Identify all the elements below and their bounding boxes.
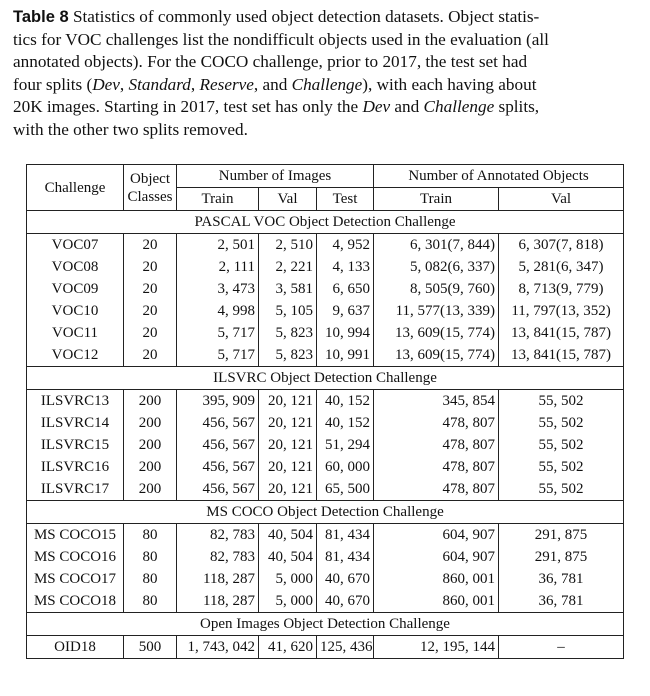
- table-row: [27, 478, 624, 501]
- caption-text: , and: [253, 74, 292, 94]
- train-objects-cell: 860, 001: [374, 568, 499, 590]
- section-title: ILSVRC Object Detection Challenge: [27, 367, 624, 390]
- table-row: [27, 390, 624, 413]
- caption-italic: Standard: [128, 74, 191, 94]
- val-objects-cell: 6, 307(7, 818): [499, 234, 624, 257]
- train-images-cell: 395, 909: [177, 390, 259, 413]
- table-row: [27, 590, 624, 613]
- challenge-cell: VOC07: [27, 234, 124, 257]
- classes-cell: 80: [124, 568, 177, 590]
- classes-cell: 20: [124, 278, 177, 300]
- train-images-cell: 2, 501: [177, 234, 259, 257]
- caption-text: 20K images. Starting in 2017, test set has only the: [13, 97, 363, 117]
- train-objects-cell: 478, 807: [374, 412, 499, 434]
- val-objects-cell: 36, 781: [499, 568, 624, 590]
- caption-text: with the other two splits removed.: [13, 119, 248, 139]
- val-objects-cell: 11, 797(13, 352): [499, 300, 624, 322]
- table-caption: [13, 6, 639, 142]
- test-images-cell: 4, 133: [317, 256, 374, 278]
- train-images-cell: 2, 111: [177, 256, 259, 278]
- train-images-cell: 456, 567: [177, 434, 259, 456]
- val-objects-cell: 13, 841(15, 787): [499, 322, 624, 344]
- val-images-cell: 20, 121: [259, 390, 317, 413]
- header-object-classes-line1: Object: [130, 170, 170, 187]
- val-images-cell: 40, 504: [259, 524, 317, 547]
- table-row: [27, 300, 624, 322]
- train-images-cell: 82, 783: [177, 524, 259, 547]
- test-images-cell: 10, 994: [317, 322, 374, 344]
- header-challenge: Challenge: [27, 165, 124, 211]
- table-row: [27, 234, 624, 257]
- caption-italic: Dev: [92, 74, 120, 94]
- classes-cell: 20: [124, 300, 177, 322]
- caption-text: ), with each having about: [362, 74, 537, 94]
- val-images-cell: 20, 121: [259, 456, 317, 478]
- section-row: [27, 367, 624, 390]
- val-objects-cell: 55, 502: [499, 478, 624, 501]
- caption-text: tics for VOC challenges list the nondifficult objects used in the evaluation (all: [13, 29, 549, 49]
- train-images-cell: 5, 717: [177, 344, 259, 367]
- val-images-cell: 2, 221: [259, 256, 317, 278]
- test-images-cell: 81, 434: [317, 524, 374, 547]
- val-images-cell: 5, 823: [259, 344, 317, 367]
- val-objects-cell: 36, 781: [499, 590, 624, 613]
- table-row: [27, 636, 624, 659]
- caption-text: four splits (: [13, 74, 93, 94]
- train-images-cell: 5, 717: [177, 322, 259, 344]
- val-images-cell: 20, 121: [259, 412, 317, 434]
- val-images-cell: 3, 581: [259, 278, 317, 300]
- table-row: [27, 344, 624, 367]
- caption-italic: Challenge: [423, 97, 495, 117]
- classes-cell: 200: [124, 478, 177, 501]
- section-row: [27, 211, 624, 234]
- classes-cell: 20: [124, 234, 177, 257]
- table-row: [27, 278, 624, 300]
- train-images-cell: 118, 287: [177, 568, 259, 590]
- challenge-cell: VOC12: [27, 344, 124, 367]
- challenge-cell: ILSVRC16: [27, 456, 124, 478]
- test-images-cell: 10, 991: [317, 344, 374, 367]
- test-images-cell: 51, 294: [317, 434, 374, 456]
- table-row: [27, 412, 624, 434]
- test-images-cell: 40, 670: [317, 590, 374, 613]
- header-number-of-objects: Number of Annotated Objects: [374, 165, 624, 188]
- train-images-cell: 456, 567: [177, 456, 259, 478]
- val-objects-cell: 55, 502: [499, 456, 624, 478]
- caption-italic: Dev: [362, 97, 391, 117]
- caption-text: ,: [190, 74, 200, 94]
- classes-cell: 20: [124, 344, 177, 367]
- val-objects-cell: 13, 841(15, 787): [499, 344, 624, 367]
- section-title: PASCAL VOC Object Detection Challenge: [27, 211, 624, 234]
- val-images-cell: 2, 510: [259, 234, 317, 257]
- header-row: [27, 165, 624, 188]
- header-objects-train: Train: [374, 188, 499, 211]
- train-images-cell: 118, 287: [177, 590, 259, 613]
- classes-cell: 80: [124, 524, 177, 547]
- challenge-cell: VOC10: [27, 300, 124, 322]
- section-title: MS COCO Object Detection Challenge: [27, 501, 624, 524]
- val-images-cell: 20, 121: [259, 434, 317, 456]
- challenge-cell: MS COCO17: [27, 568, 124, 590]
- train-images-cell: 4, 998: [177, 300, 259, 322]
- table-label: Table 8: [13, 8, 69, 26]
- challenge-cell: ILSVRC14: [27, 412, 124, 434]
- train-objects-cell: 604, 907: [374, 546, 499, 568]
- classes-cell: 200: [124, 456, 177, 478]
- test-images-cell: 65, 500: [317, 478, 374, 501]
- classes-cell: 200: [124, 434, 177, 456]
- test-images-cell: 125, 436: [317, 636, 374, 659]
- classes-cell: 20: [124, 256, 177, 278]
- header-val: Val: [259, 188, 317, 211]
- header-number-of-images: Number of Images: [177, 165, 374, 188]
- val-objects-cell: 8, 713(9, 779): [499, 278, 624, 300]
- caption-text: splits,: [494, 97, 540, 117]
- train-images-cell: 456, 567: [177, 412, 259, 434]
- classes-cell: 80: [124, 546, 177, 568]
- challenge-cell: OID18: [27, 636, 124, 659]
- val-objects-cell: 55, 502: [499, 434, 624, 456]
- val-images-cell: 5, 000: [259, 568, 317, 590]
- datasets-table: [26, 164, 624, 659]
- val-objects-cell: 291, 875: [499, 546, 624, 568]
- table-row: [27, 524, 624, 547]
- test-images-cell: 40, 152: [317, 412, 374, 434]
- train-objects-cell: 13, 609(15, 774): [374, 322, 499, 344]
- header-test: Test: [317, 188, 374, 211]
- train-images-cell: 3, 473: [177, 278, 259, 300]
- table-row: [27, 256, 624, 278]
- challenge-cell: MS COCO15: [27, 524, 124, 547]
- val-images-cell: 41, 620: [259, 636, 317, 659]
- test-images-cell: 9, 637: [317, 300, 374, 322]
- train-images-cell: 456, 567: [177, 478, 259, 501]
- train-objects-cell: 13, 609(15, 774): [374, 344, 499, 367]
- header-object-classes-line2: Classes: [127, 188, 173, 205]
- train-images-cell: 82, 783: [177, 546, 259, 568]
- caption-italic: Reserve: [199, 74, 254, 94]
- val-objects-cell: 55, 502: [499, 390, 624, 413]
- val-images-cell: 5, 000: [259, 590, 317, 613]
- train-objects-cell: 6, 301(7, 844): [374, 234, 499, 257]
- challenge-cell: VOC09: [27, 278, 124, 300]
- train-objects-cell: 860, 001: [374, 590, 499, 613]
- test-images-cell: 60, 000: [317, 456, 374, 478]
- classes-cell: 200: [124, 390, 177, 413]
- classes-cell: 80: [124, 590, 177, 613]
- challenge-cell: VOC08: [27, 256, 124, 278]
- table-row: [27, 456, 624, 478]
- classes-cell: 20: [124, 322, 177, 344]
- train-objects-cell: 604, 907: [374, 524, 499, 547]
- header-train: Train: [177, 188, 259, 211]
- challenge-cell: ILSVRC13: [27, 390, 124, 413]
- val-images-cell: 5, 105: [259, 300, 317, 322]
- train-objects-cell: 478, 807: [374, 456, 499, 478]
- challenge-cell: VOC11: [27, 322, 124, 344]
- caption-text: ,: [119, 74, 129, 94]
- train-objects-cell: 11, 577(13, 339): [374, 300, 499, 322]
- caption-text: and: [390, 97, 424, 117]
- challenge-cell: MS COCO16: [27, 546, 124, 568]
- section-row: [27, 613, 624, 636]
- val-objects-cell: –: [499, 636, 624, 659]
- test-images-cell: 4, 952: [317, 234, 374, 257]
- train-objects-cell: 478, 807: [374, 434, 499, 456]
- train-objects-cell: 12, 195, 144: [374, 636, 499, 659]
- train-images-cell: 1, 743, 042: [177, 636, 259, 659]
- challenge-cell: ILSVRC17: [27, 478, 124, 501]
- table-row: [27, 546, 624, 568]
- header-objects-val: Val: [499, 188, 624, 211]
- val-images-cell: 20, 121: [259, 478, 317, 501]
- header-object-classes: [124, 165, 177, 211]
- test-images-cell: 40, 152: [317, 390, 374, 413]
- test-images-cell: 40, 670: [317, 568, 374, 590]
- table-row: [27, 568, 624, 590]
- classes-cell: 200: [124, 412, 177, 434]
- train-objects-cell: 8, 505(9, 760): [374, 278, 499, 300]
- caption-italic: Challenge: [291, 74, 363, 94]
- section-title: Open Images Object Detection Challenge: [27, 613, 624, 636]
- section-row: [27, 501, 624, 524]
- train-objects-cell: 478, 807: [374, 478, 499, 501]
- train-objects-cell: 5, 082(6, 337): [374, 256, 499, 278]
- train-objects-cell: 345, 854: [374, 390, 499, 413]
- challenge-cell: ILSVRC15: [27, 434, 124, 456]
- challenge-cell: MS COCO18: [27, 590, 124, 613]
- caption-text: Statistics of commonly used object detection datasets. Object statis-: [68, 7, 540, 26]
- test-images-cell: 81, 434: [317, 546, 374, 568]
- classes-cell: 500: [124, 636, 177, 659]
- val-objects-cell: 5, 281(6, 347): [499, 256, 624, 278]
- table-row: [27, 434, 624, 456]
- caption-text: annotated objects). For the COCO challenge, prior to 2017, the test set had: [13, 52, 528, 72]
- test-images-cell: 6, 650: [317, 278, 374, 300]
- table-row: [27, 322, 624, 344]
- val-images-cell: 40, 504: [259, 546, 317, 568]
- val-objects-cell: 291, 875: [499, 524, 624, 547]
- val-images-cell: 5, 823: [259, 322, 317, 344]
- val-objects-cell: 55, 502: [499, 412, 624, 434]
